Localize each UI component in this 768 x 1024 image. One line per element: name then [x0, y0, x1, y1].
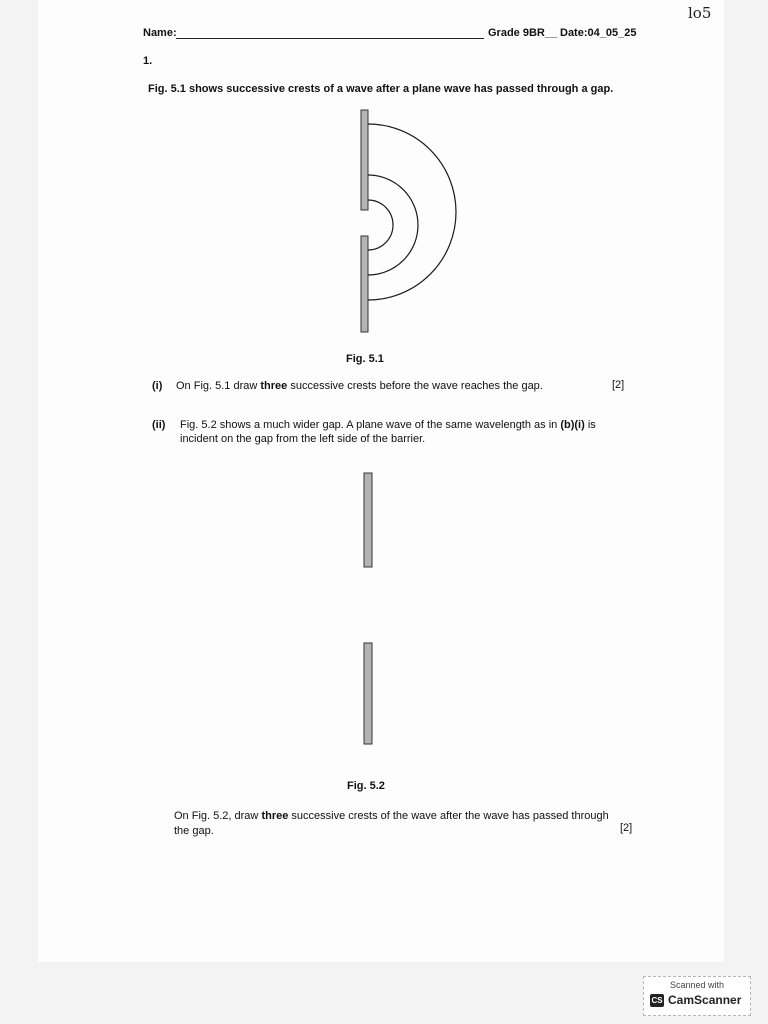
- figure-5-2-caption: Fig. 5.2: [347, 780, 385, 792]
- part-ii-text-line1: Fig. 5.2 shows a much wider gap. A plane wave of the same wavelength as in (b)(i) is: [180, 419, 596, 431]
- final-instruction-marks: [2]: [620, 822, 633, 834]
- scanner-brand-text: CamScanner: [668, 993, 742, 1007]
- camscanner-logo-icon: CS: [651, 996, 663, 1005]
- barrier-lower: [361, 236, 368, 332]
- part-i-text: On Fig. 5.1 draw three successive crests before the wave reaches the gap.: [176, 380, 543, 392]
- barrier-lower-wide: [364, 643, 372, 744]
- part-i-label: (i): [152, 380, 163, 392]
- figure-5-1-caption: Fig. 5.1: [346, 353, 384, 365]
- name-label: Name:: [143, 27, 177, 39]
- final-instruction-line1: On Fig. 5.2, draw three successive crests of the wave after the wave has passed through: [174, 810, 609, 822]
- question-intro: Fig. 5.1 shows successive crests of a wave after a plane wave has passed through a gap.: [148, 83, 614, 95]
- crest-1: [368, 200, 393, 250]
- name-blank-line: [176, 38, 484, 39]
- scanner-top-text: Scanned with: [669, 980, 725, 990]
- camscanner-watermark: [643, 976, 751, 1016]
- barrier-upper: [361, 110, 368, 210]
- figure-5-1: [340, 104, 470, 338]
- part-ii-label: (ii): [152, 419, 166, 431]
- date-label: Date:04_05_25: [560, 27, 637, 39]
- final-instruction-line2: the gap.: [174, 825, 214, 837]
- figure-5-2: [358, 470, 382, 750]
- question-number: 1.: [143, 55, 153, 67]
- barrier-upper-wide: [364, 473, 372, 567]
- part-ii-text-line2: incident on the gap from the left side of the barrier.: [180, 433, 426, 445]
- grade-label: Grade 9BR__: [488, 27, 558, 39]
- handwritten-note: lo5: [688, 4, 712, 22]
- part-i-marks: [2]: [612, 379, 625, 391]
